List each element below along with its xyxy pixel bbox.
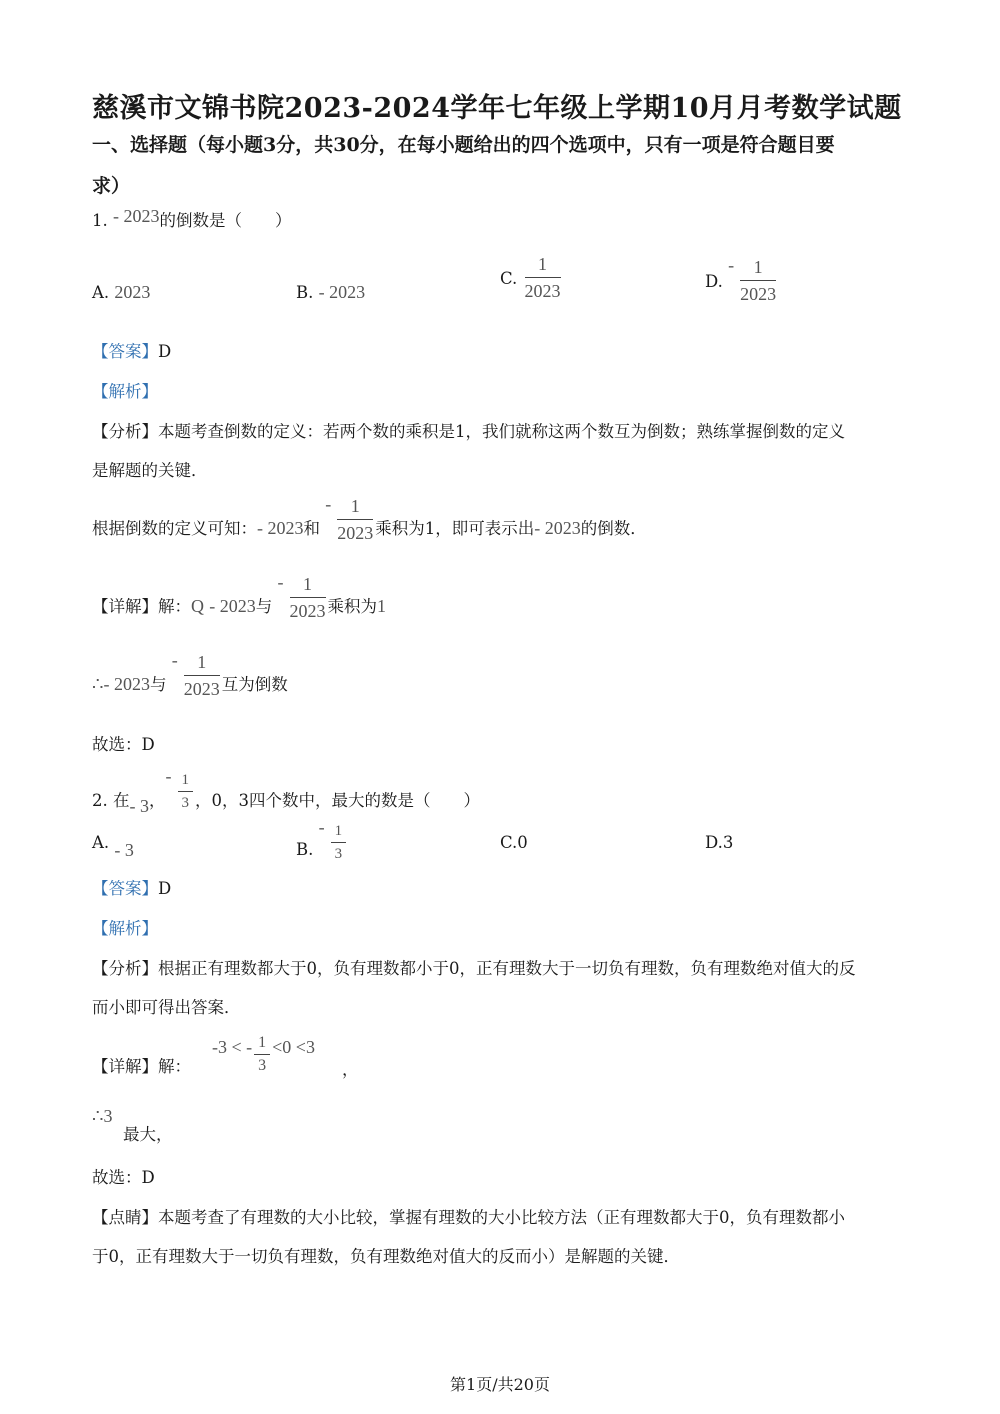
- fraction: [184, 651, 220, 700]
- fraction-numerator: 1: [254, 1034, 270, 1055]
- text: 和: [303, 519, 320, 538]
- math-expression: - 2023: [113, 206, 160, 226]
- fenxi-tag: 【分析】: [92, 959, 158, 978]
- option-value: 0: [517, 833, 528, 852]
- comma: ，: [342, 1060, 359, 1079]
- q1-answer: [92, 340, 171, 364]
- fraction: [331, 822, 347, 863]
- dianjing-tag: 【点睛】: [92, 1208, 158, 1227]
- option-label: C.: [500, 833, 518, 852]
- minus-sign: -: [171, 650, 178, 670]
- fraction-denominator: 2023: [337, 523, 374, 543]
- option-label: B.: [296, 840, 314, 859]
- q2-largest: 最大，: [123, 1125, 173, 1144]
- option-value: - 2023: [318, 282, 366, 302]
- question-2-stem: [92, 764, 480, 818]
- q2-answer: [92, 877, 171, 901]
- option-label: D.: [705, 272, 723, 291]
- fraction-denominator: 2023: [524, 281, 561, 301]
- fraction-numerator: 1: [525, 253, 561, 278]
- option-label: A.: [92, 283, 110, 302]
- q2-option-a: [92, 831, 134, 862]
- q1-option-c: [500, 253, 563, 302]
- text: ，: [149, 791, 166, 810]
- option-label: A.: [92, 833, 110, 852]
- text: 与: [149, 675, 167, 694]
- q1-definition-line: [92, 492, 647, 544]
- q2-analysis-tag: 【解析】: [92, 919, 158, 938]
- fraction-denominator: 3: [258, 1057, 267, 1074]
- fraction-denominator: 3: [181, 795, 189, 811]
- fraction: [254, 1034, 270, 1075]
- option-label: D.: [705, 833, 723, 852]
- fraction-denominator: 2023: [740, 284, 777, 304]
- option-value: - 3: [114, 840, 134, 860]
- therefore-symbol: ∴: [92, 674, 104, 694]
- fraction: [337, 495, 373, 544]
- q2-dianjing-line2: 于0，正有理数大于一切负有理数，负有理数绝对值大的反而小）是解题的关键．: [92, 1247, 680, 1266]
- fraction: [740, 256, 776, 305]
- text: 在: [113, 791, 130, 810]
- answer-tag: 【答案】: [92, 879, 158, 898]
- question-number: 2.: [92, 791, 108, 810]
- minus-sign: -: [728, 255, 735, 275]
- text: 解：: [158, 597, 191, 616]
- math-expression: 1: [377, 596, 386, 616]
- fraction-denominator: 2023: [183, 679, 220, 699]
- answer-value: D: [158, 342, 172, 361]
- q1-choose: 故选：D: [92, 735, 155, 754]
- option-label: B.: [296, 283, 314, 302]
- text: ，0，3四个数中，最大的数是（ ）: [195, 791, 480, 810]
- q1-option-a: [92, 280, 150, 305]
- math-expression: - 2023: [209, 596, 256, 616]
- fraction-numerator: 1: [178, 771, 194, 792]
- q2-fenxi-line1: [92, 957, 856, 981]
- math-expression: <0 <3: [272, 1037, 315, 1057]
- page-footer: 第1页/共20页: [450, 1375, 550, 1394]
- option-label: C.: [500, 269, 518, 288]
- therefore-symbol: ∴3: [92, 1106, 113, 1126]
- option-value: 3: [722, 833, 734, 852]
- section-heading-line2: 求）: [92, 175, 131, 197]
- q1-fenxi-line2: 是解题的关键．: [92, 461, 208, 480]
- text: 互为倒数: [221, 675, 288, 694]
- text: 的倒数．: [580, 519, 647, 538]
- fraction-numerator: 1: [331, 822, 347, 843]
- text: 解：: [158, 1057, 191, 1076]
- answer-tag: 【答案】: [92, 342, 158, 361]
- minus-sign: -: [277, 572, 284, 592]
- detail-tag: 【详解】: [92, 1057, 158, 1076]
- fraction-numerator: 1: [740, 256, 776, 281]
- math-expression: - 2023: [534, 518, 581, 538]
- q2-option-d: [705, 831, 733, 855]
- fraction: [178, 771, 194, 812]
- question-1-stem: [92, 204, 292, 233]
- text: 乘积为1，即可表示出: [375, 519, 535, 538]
- fraction: [290, 573, 326, 622]
- q2-option-c: [500, 831, 528, 855]
- fraction-denominator: 2023: [289, 601, 326, 621]
- because-symbol: Q: [191, 596, 204, 616]
- question-text: 的倒数是（ ）: [159, 211, 292, 230]
- q2-inequality: [212, 1034, 315, 1075]
- q2-choose: 故选：D: [92, 1168, 155, 1187]
- text: 与: [255, 597, 273, 616]
- minus-sign: -: [325, 494, 332, 514]
- answer-value: D: [158, 879, 172, 898]
- fenxi-text: 本题考查倒数的定义：若两个数的乘积是1，我们就称这两个数互为倒数；熟练掌握倒数的定义: [158, 422, 845, 441]
- minus-sign: -: [318, 817, 325, 837]
- q1-fenxi-line1: [92, 420, 845, 444]
- fraction-numerator: 1: [184, 651, 220, 676]
- fenxi-tag: 【分析】: [92, 422, 158, 441]
- question-number: 1.: [92, 211, 108, 230]
- math-expression: - 2023: [257, 518, 304, 538]
- fraction-numerator: 1: [337, 495, 373, 520]
- q1-option-b: [296, 280, 365, 305]
- math-expression: - 2023: [103, 674, 150, 694]
- fraction-numerator: 1: [290, 573, 326, 598]
- fenxi-text: 根据正有理数都大于0，负有理数都小于0，正有理数大于一切负有理数，负有理数绝对值大的反: [158, 959, 856, 978]
- q1-therefore-line: [92, 648, 288, 700]
- text: 乘积为: [327, 597, 377, 616]
- q2-dianjing-line1: [92, 1206, 845, 1230]
- q1-analysis-tag: 【解析】: [92, 382, 158, 401]
- q1-option-d: [705, 253, 778, 305]
- detail-tag: 【详解】: [92, 597, 158, 616]
- math-expression: - 3: [129, 796, 149, 816]
- q2-option-b: [296, 815, 348, 863]
- fraction-denominator: 3: [334, 846, 343, 862]
- fraction: [525, 253, 561, 302]
- math-expression: -3 < -: [212, 1037, 253, 1057]
- option-value: 2023: [114, 282, 151, 302]
- q2-detail-line: [92, 1055, 191, 1079]
- q2-fenxi-line2: 而小即可得出答案．: [92, 998, 241, 1017]
- section-heading-line1: 一、选择题（每小题3分，共30分，在每小题给出的四个选项中，只有一项是符合题目要: [92, 134, 835, 156]
- q1-detail-line: [92, 570, 386, 622]
- text: 根据倒数的定义可知：: [92, 519, 257, 538]
- page-title: 慈溪市文锦书院2023-2024学年七年级上学期10月月考数学试题: [92, 93, 902, 124]
- dianjing-text: 本题考查了有理数的大小比较，掌握有理数的大小比较方法（正有理数都大于0，负有理数都小: [158, 1208, 845, 1227]
- minus-sign: -: [165, 766, 172, 786]
